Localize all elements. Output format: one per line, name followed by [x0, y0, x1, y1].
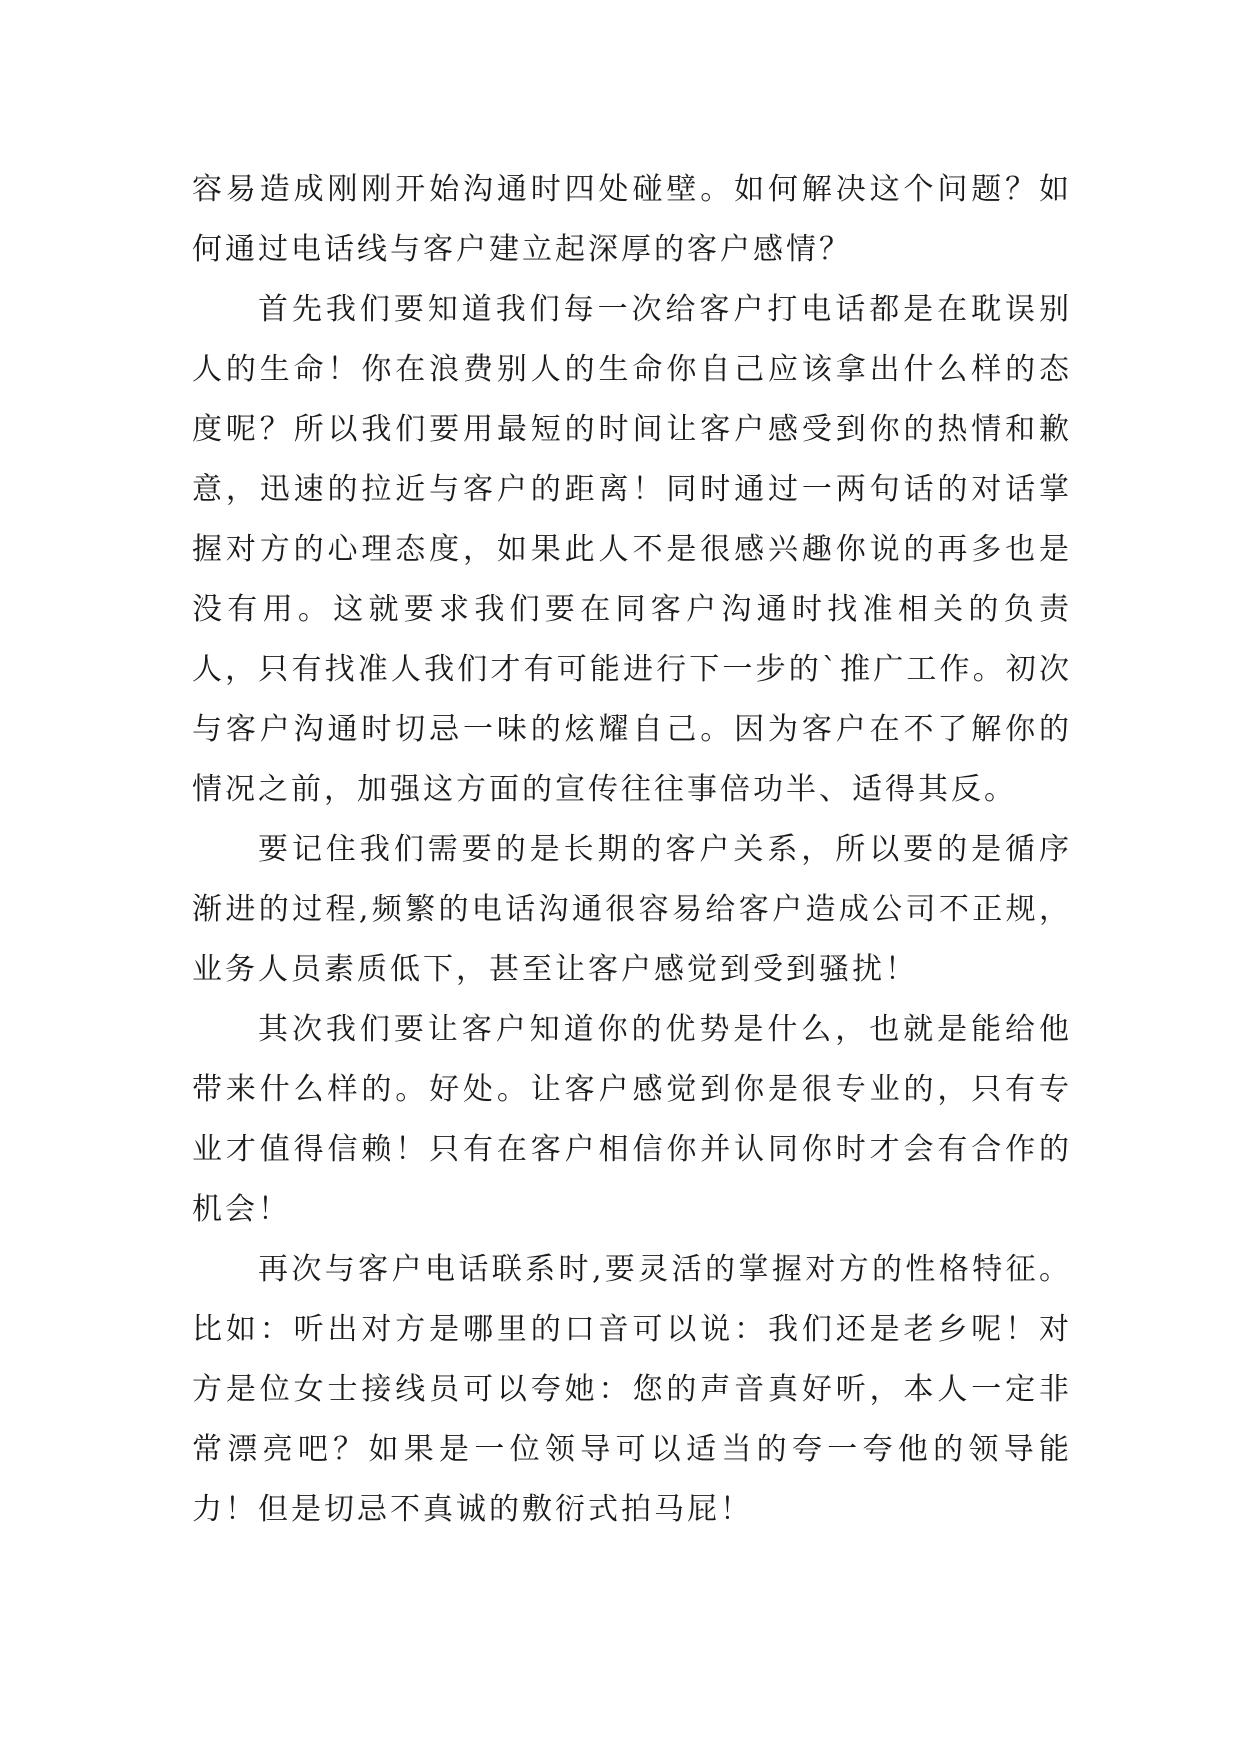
document-body — [192, 160, 1072, 1540]
paragraph-first: 首先我们要知道我们每一次给客户打电话都是在耽误别人的生命！你在浪费别人的生命你自己应该拿出什么样的态度呢？所以我们要用最短的时间让客户感受到你的热情和歉意，迅速的拉近与客户的距离！同时通过一两句话的对话掌握对方的心理态度，如果此人不是很感兴趣你说的再多也是没有用。这就要求我们要在同客户沟通时找准相关的负责人，只有找准人我们才有可能进行下一步的`推广工作。初次与客户沟通时切忌一味的炫耀自己。因为客户在不了解你的情况之前，加强这方面的宣传往往事倍功半、适得其反。 — [192, 292, 1072, 807]
paragraph-continued: 容易造成刚刚开始沟通时四处碰壁。如何解决这个问题？如何通过电话线与客户建立起深厚的客户感情？ — [192, 172, 1072, 267]
paragraph-remember: 要记住我们需要的是长期的客户关系，所以要的是循序渐进的过程,频繁的电话沟通很容易给客户造成公司不正规，业务人员素质低下，甚至让客户感觉到受到骚扰！ — [192, 832, 1072, 987]
paragraph-second: 其次我们要让客户知道你的优势是什么，也就是能给他带来什么样的。好处。让客户感觉到你是很专业的，只有专业才值得信赖！只有在客户相信你并认同你时才会有合作的机会！ — [192, 1012, 1072, 1227]
paragraph-third: 再次与客户电话联系时,要灵活的掌握对方的性格特征。比如：听出对方是哪里的口音可以说：我们还是老乡呢！对方是位女士接线员可以夸她：您的声音真好听，本人一定非常漂亮吧？如果是一位领导可以适当的夸一夸他的领导能力！但是切忌不真诚的敷衍式拍马屁！ — [192, 1252, 1072, 1527]
